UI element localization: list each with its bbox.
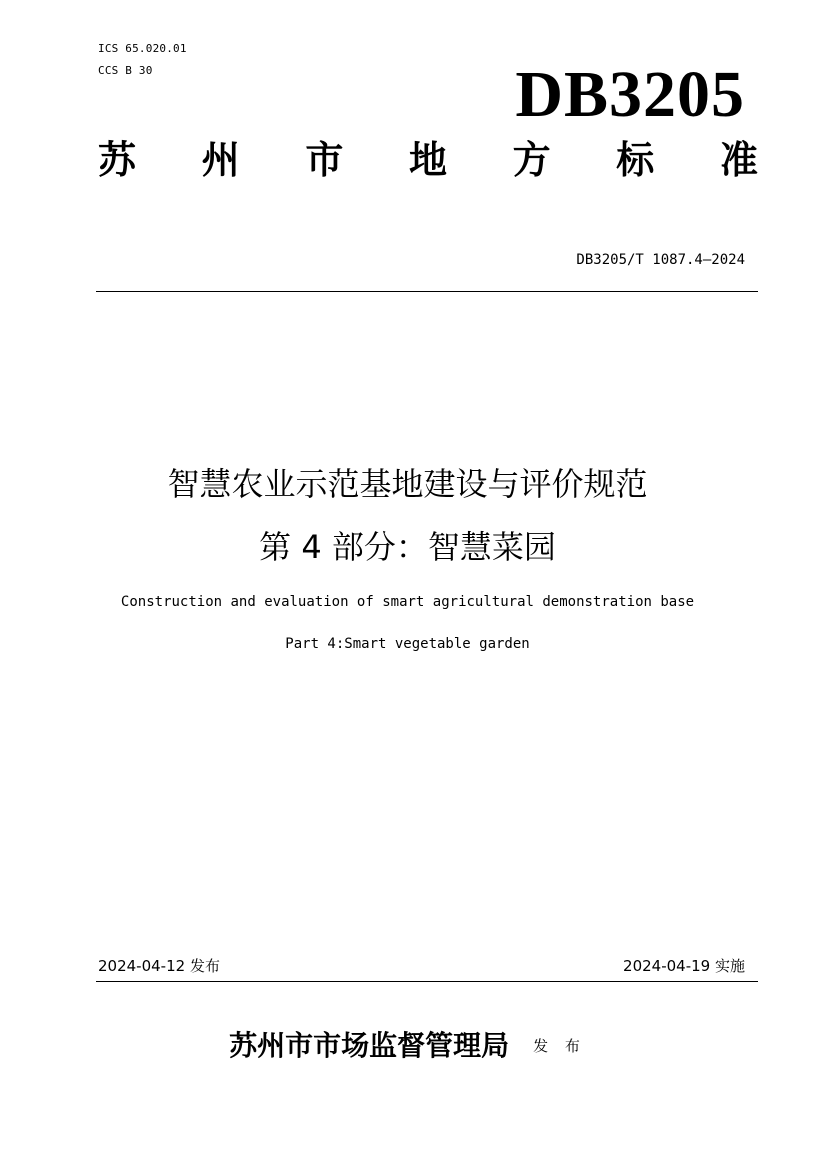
standard-type-char: 标 bbox=[616, 137, 655, 182]
part-title-english: Part 4:Smart vegetable garden bbox=[285, 636, 530, 652]
standard-number: DB3205/T 1087.4—2024 bbox=[576, 252, 745, 268]
title-english: Construction and evaluation of smart agricultural demonstration base bbox=[120, 594, 695, 610]
ics-code: ICS 65.020.01 bbox=[98, 42, 187, 55]
standard-type-char: 方 bbox=[512, 137, 551, 182]
standard-type-char: 地 bbox=[408, 137, 447, 182]
standard-code-logo: DB3205 bbox=[515, 58, 745, 131]
ccs-code: CCS B 30 bbox=[98, 64, 153, 77]
header-divider bbox=[96, 291, 758, 292]
standard-type-char: 准 bbox=[719, 137, 758, 182]
publisher-line bbox=[0, 1026, 815, 1066]
title-chinese: 智慧农业示范基地建设与评价规范 bbox=[167, 465, 648, 503]
standard-type-char: 市 bbox=[305, 137, 344, 182]
standard-type-heading bbox=[98, 136, 758, 184]
implementation-date: 2024-04-19 实施 bbox=[623, 957, 745, 975]
footer-divider bbox=[96, 981, 758, 982]
issue-date: 2024-04-12 发布 bbox=[98, 957, 220, 975]
standard-type-char: 州 bbox=[201, 137, 240, 182]
publish-label: 发 布 bbox=[533, 1037, 586, 1055]
publisher-name: 苏州市市场监督管理局 bbox=[229, 1029, 510, 1062]
standard-type-char: 苏 bbox=[98, 137, 137, 182]
part-title-chinese: 第 4 部分：智慧菜园 bbox=[259, 528, 556, 566]
